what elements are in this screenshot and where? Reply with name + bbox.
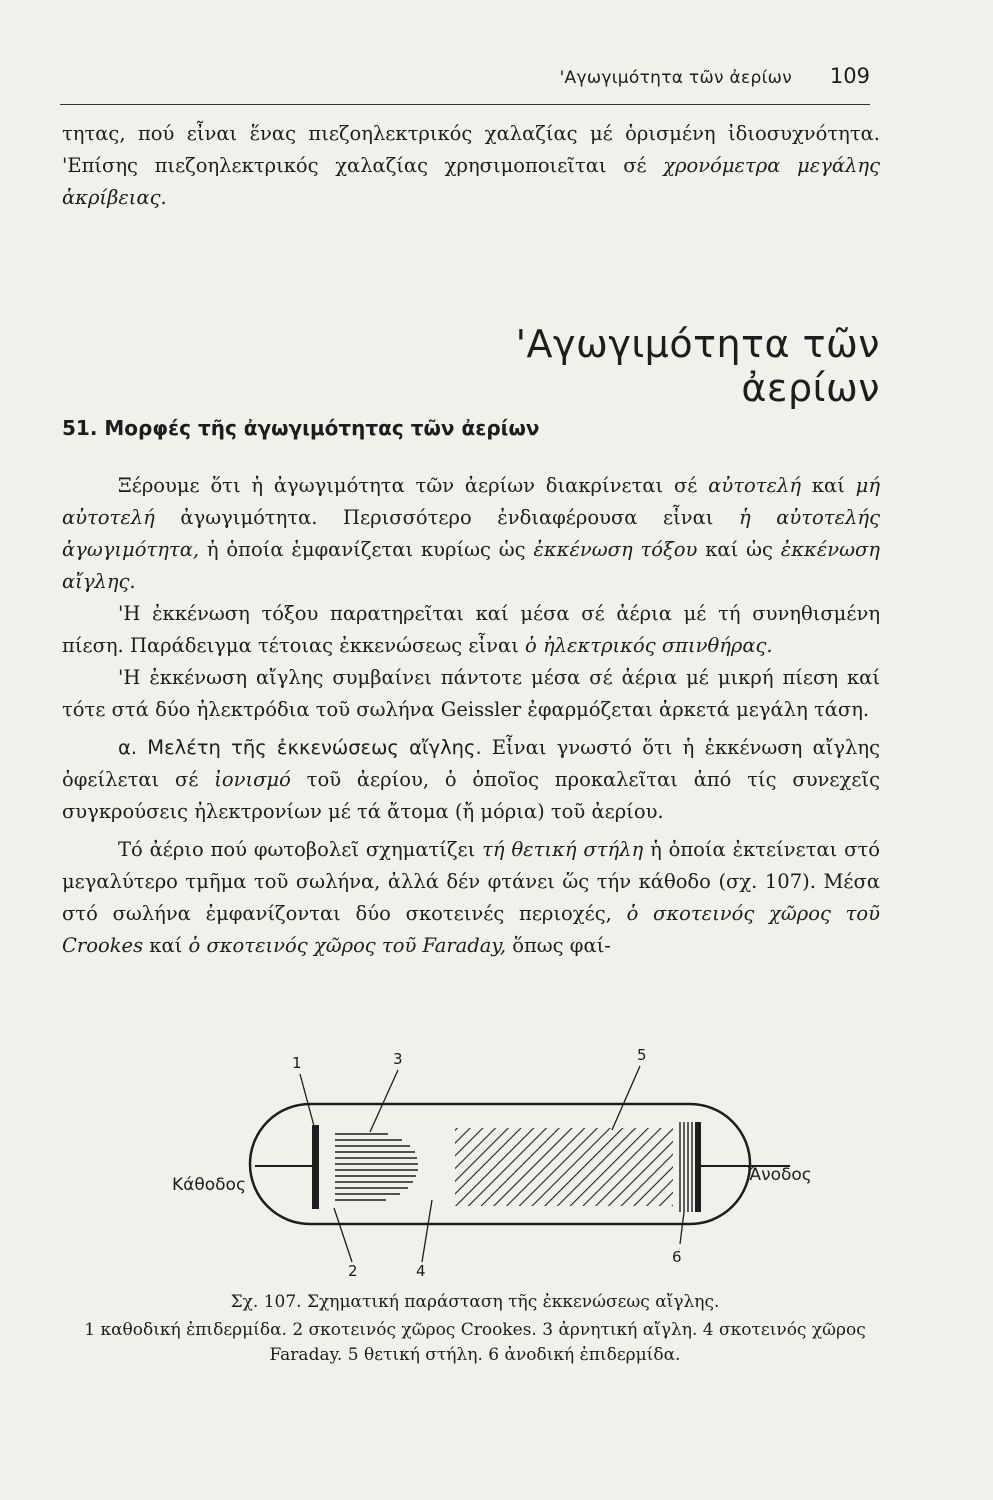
- caption-title: Σχ. 107. Σχηματική παράσταση τῆς ἐκκενώσεως αἴγλης.: [230, 1292, 720, 1312]
- anode-glow: [680, 1122, 692, 1212]
- figure-caption: [60, 1290, 890, 1368]
- callout-2: 2: [348, 1262, 358, 1280]
- paragraph-4: α. Μελέτη τῆς ἐκκενώσεως αἴγλης. Εἶναι γνωστό ὅτι ἡ ἐκκένωση αἴγλης ὀφείλεται σέ ἰονισμό τοῦ ἀερίου, ὁ ὁποῖος προκαλεῖται ἀπό τίς συνεχεῖς συγκρούσεις ἠλεκτρονίων μέ τά ἄτομα (ἤ μόρια) τοῦ ἀερίου.: [62, 736, 880, 823]
- section-heading: [62, 416, 539, 440]
- positive-column: [455, 1128, 673, 1206]
- body-text: [62, 470, 880, 962]
- anode-label: Ἄνοδος: [748, 1165, 812, 1185]
- cathode-plate: [312, 1125, 319, 1209]
- running-head: [60, 62, 870, 92]
- callout-3: 3: [393, 1050, 403, 1068]
- intro-paragraph: [62, 118, 880, 214]
- anode-plate: [695, 1122, 701, 1212]
- intro-italic: χρονόμετρα μεγάλης ἀκρίβειας.: [62, 154, 881, 209]
- negative-glow: [335, 1134, 418, 1200]
- pointer-5: [612, 1066, 640, 1130]
- pointer-1: [300, 1074, 314, 1126]
- paragraph-5: Τό ἀέριο πού φωτοβολεῖ σχηματίζει τή θετική στήλη ἡ ὁποία ἐκτείνεται στό μεγαλύτερο τμῆμα τοῦ σωλήνα, ἀλλά δέν φτάνει ὥς τήν κάθοδο (σχ. 107). Μέσα στό σωλήνα ἐμφανίζονται δύο σκοτεινές περιοχές, ὁ σκοτεινός χῶρος τοῦ Crookes καί ὁ σκοτεινός χῶρος τοῦ Faraday, ὅπως φαί-: [62, 838, 881, 957]
- glow-discharge-diagram: [150, 1040, 850, 1285]
- subsection-heading: α. Μελέτη τῆς ἐκκενώσεως αἴγλης.: [118, 736, 482, 759]
- pointer-3: [370, 1070, 398, 1132]
- page-number: 109: [829, 64, 870, 88]
- header-rule: [60, 104, 870, 105]
- section-number: 51.: [62, 416, 98, 440]
- paragraph-1: Ξέρουμε ὅτι ἡ ἀγωγιμότητα τῶν ἀερίων διακρίνεται σέ αὐτοτελή καί μή αὐτοτελή ἀγωγιμότητα. Περισσότερο ἐνδιαφέρουσα εἶναι ἡ αὐτοτελής ἀγωγιμότητα, ἡ ὁποία ἐμφανίζεται κυρίως ὡς ἐκκένωση τόξου καί ὡς ἐκκένωση αἴγλης.: [62, 474, 881, 593]
- intro-text: τητας, πού εἶναι ἕνας πιεζοηλεκτρικός χαλαζίας μέ ὁρισμένη ἰδιοσυχνότητα. 'Επίσης πιεζοηλεκτρικός χαλαζίας χρησιμοποιεῖται σέ: [62, 122, 880, 177]
- pointer-6: [680, 1212, 684, 1244]
- paragraph-2: 'Η ἐκκένωση τόξου παρατηρεῖται καί μέσα σέ ἀέρια μέ τή συνηθισμένη πίεση. Παράδειγμα τέτοιας ἐκκενώσεως εἶναι ὁ ἠλεκτρικός σπινθήρας.: [62, 602, 880, 657]
- section-title: Μορφές τῆς ἀγωγιμότητας τῶν ἀερίων: [104, 416, 540, 440]
- callout-6: 6: [672, 1248, 682, 1266]
- callout-1: 1: [292, 1054, 302, 1072]
- caption-body: 1 καθοδική ἐπιδερμίδα. 2 σκοτεινός χῶρος Crookes. 3 ἀρνητική αἴγλη. 4 σκοτεινός χῶρος Faraday. 5 θετική στήλη. 6 ἀνοδική ἐπιδερμίδα.: [84, 1320, 866, 1365]
- paragraph-3: 'Η ἐκκένωση αἴγλης συμβαίνει πάντοτε μέσα σέ ἀέρια μέ μικρή πίεση καί τότε στά δύο ἠλεκτρόδια τοῦ σωλήνα Geissler ἐφαρμόζεται ἀρκετά μεγάλη τάση.: [62, 666, 880, 721]
- callout-4: 4: [416, 1262, 426, 1280]
- figure-107: [150, 1040, 850, 1285]
- callout-5: 5: [637, 1046, 647, 1064]
- pointer-2: [334, 1208, 352, 1262]
- running-title: 'Αγωγιμότητα τῶν ἀερίων: [559, 68, 792, 88]
- cathode-label: Κάθοδος: [172, 1175, 246, 1195]
- pointer-4: [422, 1200, 432, 1262]
- chapter-title: 'Αγωγιμότητα τῶν ἀερίων: [515, 322, 880, 410]
